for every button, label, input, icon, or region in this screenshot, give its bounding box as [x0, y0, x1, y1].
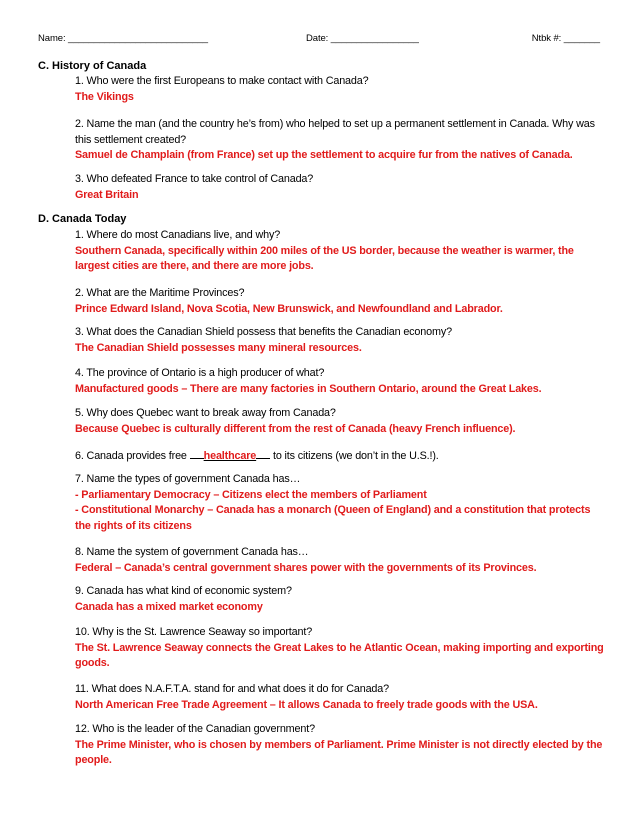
answer-text: Samuel de Champlain (from France) set up the settlement to acquire fur from the natives of Canada. [75, 149, 573, 162]
inline-answer-text: healthcare [203, 450, 257, 462]
answer-text: Manufactured goods – There are many factories in Southern Ontario, around the Great Lakes. [75, 382, 542, 395]
answer-text: The Vikings [75, 90, 134, 103]
question-text: 11. What does N.A.F.T.A. stand for and what does it do for Canada? [75, 683, 389, 695]
answer-text: North American Free Trade Agreement – It allows Canada to freely trade goods with the USA. [75, 698, 538, 711]
question-d4 [75, 366, 605, 397]
question-d2 [75, 286, 605, 317]
question-text: 8. Name the system of government Canada has… [75, 546, 309, 558]
date-field-label: Date: _________________ [306, 33, 419, 44]
question-c1 [75, 74, 605, 105]
question-text: 9. Canada has what kind of economic system? [75, 585, 292, 597]
question-text: 12. Who is the leader of the Canadian government? [75, 723, 315, 735]
question-text: 1. Where do most Canadians live, and why? [75, 229, 281, 241]
question-d7 [75, 472, 605, 534]
question-d9 [75, 584, 605, 615]
answer-text: - Parliamentary Democracy – Citizens elect the members of Parliament [75, 488, 427, 501]
question-d11 [75, 682, 605, 713]
question-text: 4. The province of Ontario is a high producer of what? [75, 367, 325, 379]
question-text: 2. Name the man (and the country he’s from) who helped to set up a permanent settlement in Canada. Why was this settlement created? [75, 118, 595, 146]
answer-text: Federal – Canada’s central government shares power with the governments of its Provinces. [75, 561, 537, 574]
answer-text: The St. Lawrence Seaway connects the Great Lakes to he Atlantic Ocean, making importing and exporting goods. [75, 641, 604, 670]
question-suffix: to its citizens (we don’t in the U.S.!). [270, 450, 439, 462]
question-d12 [75, 722, 605, 769]
blank-underline [190, 447, 204, 459]
question-text: 5. Why does Quebec want to break away from Canada? [75, 407, 336, 419]
answer-text: Southern Canada, specifically within 200 miles of the US border, because the weather is warmer, the largest cities are there, and there are more jobs. [75, 244, 574, 273]
section-d-title: D. Canada Today [38, 213, 127, 225]
answer-text: Because Quebec is culturally different from the rest of Canada (heavy French influence). [75, 422, 516, 435]
question-d6 [75, 447, 605, 465]
answer-text: Canada has a mixed market economy [75, 600, 263, 613]
question-text: 2. What are the Maritime Provinces? [75, 287, 245, 299]
question-text: 3. Who defeated France to take control of Canada? [75, 173, 314, 185]
name-field-label: Name: ___________________________ [38, 33, 208, 44]
worksheet-header [38, 33, 600, 49]
answer-text: The Canadian Shield possesses many mineral resources. [75, 341, 362, 354]
answer-text: The Prime Minister, who is chosen by members of Parliament. Prime Minister is not directly elected by the people. [75, 738, 603, 767]
question-d5 [75, 406, 605, 437]
question-text: 3. What does the Canadian Shield possess that benefits the Canadian economy? [75, 326, 452, 338]
section-c-title: C. History of Canada [38, 60, 147, 72]
question-d10 [75, 625, 605, 672]
question-d8 [75, 545, 605, 576]
question-text: 7. Name the types of government Canada has… [75, 473, 301, 485]
notebook-number-label: Ntbk #: _______ [531, 33, 600, 44]
answer-text: Prince Edward Island, Nova Scotia, New Brunswick, and Newfoundland and Labrador. [75, 302, 503, 315]
blank-underline [256, 447, 270, 459]
question-d1 [75, 228, 605, 275]
question-prefix: 6. Canada provides free [75, 450, 190, 462]
answer-text: Great Britain [75, 188, 139, 201]
question-text: 10. Why is the St. Lawrence Seaway so important? [75, 626, 313, 638]
question-c2 [75, 117, 605, 164]
question-c3 [75, 172, 605, 203]
answer-text: - Constitutional Monarchy – Canada has a monarch (Queen of England) and a constitution that protects the rights of its citizens [75, 504, 591, 532]
question-d3 [75, 325, 605, 356]
question-text: 1. Who were the first Europeans to make contact with Canada? [75, 75, 369, 87]
